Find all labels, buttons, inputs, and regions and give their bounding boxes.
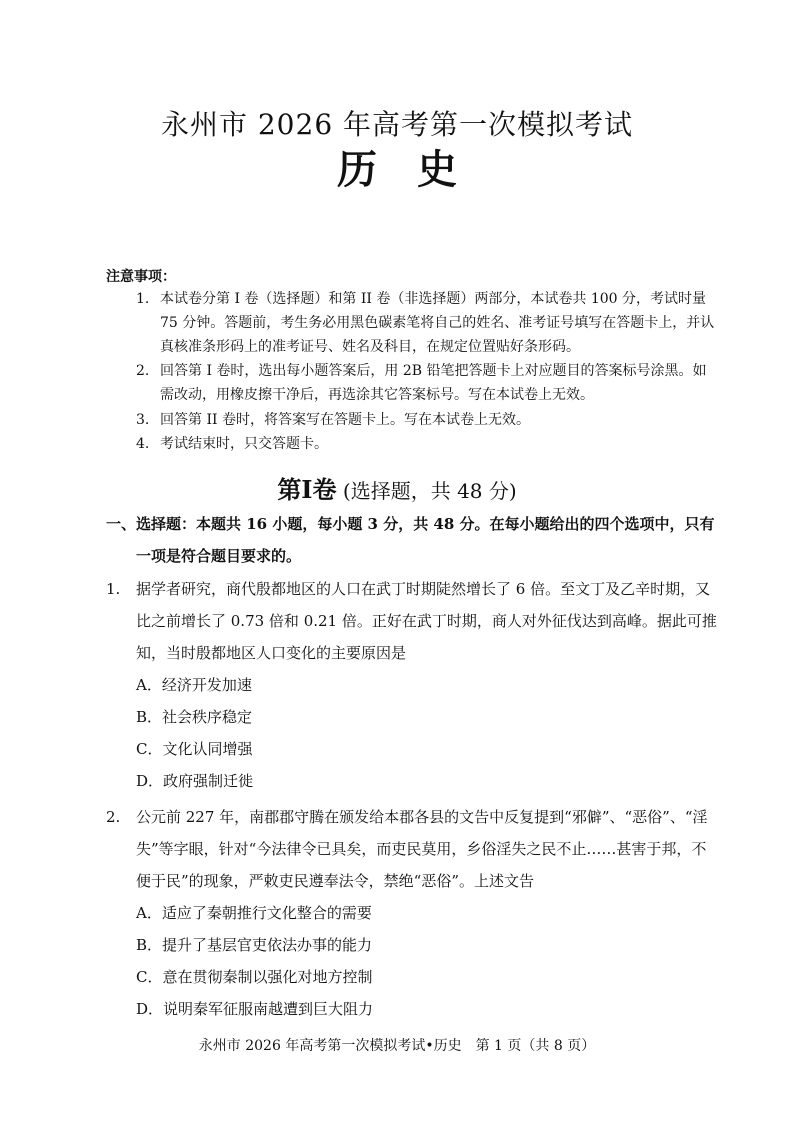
note-number: 3. xyxy=(136,412,150,428)
option-a: A．适应了秦朝推行文化整合的需要 xyxy=(136,904,372,922)
question-1 xyxy=(106,573,718,797)
note-item xyxy=(136,287,716,359)
note-text: 回答第 II 卷时，将答案写在答题卡上。写在本试卷上无效。 xyxy=(160,412,530,428)
option-a: A．经济开发加速 xyxy=(136,676,252,694)
note-item xyxy=(136,359,716,407)
question-number: 1. xyxy=(106,580,121,598)
note-number: 2. xyxy=(136,363,150,379)
note-item xyxy=(136,408,716,432)
notes-heading: 注意事项： xyxy=(106,269,176,285)
note-number: 1. xyxy=(136,291,150,307)
note-text: 回答第 I 卷时，选出每小题答案后，用 2B 铅笔把答题卡上对应题目的答案标号涂黑。如需改动，用橡皮擦干净后，再选涂其它答案标号。写在本试卷上无效。 xyxy=(160,363,707,403)
question-stem: 据学者研究，商代殷都地区的人口在武丁时期陡然增长了 6 倍。至文丁及乙辛时期，又比之前增长了 0.73 倍和 0.21 倍。正好在武丁时期，商人对外征伐达到高峰。据此可推知，当时殷都地区人口变化的主要原因是 xyxy=(136,580,717,662)
option-d: D．政府强制迁徙 xyxy=(136,772,254,790)
note-item xyxy=(136,432,716,456)
instruction-line-1: 一、选择题：本题共 16 小题，每小题 3 分，共 48 分。在每小题给出的四个选项中，只有 xyxy=(106,515,715,533)
question-number: 2. xyxy=(106,808,121,826)
note-text: 考试结束时，只交答题卡。 xyxy=(160,436,328,452)
section-title-main: 第Ⅰ卷 xyxy=(277,475,337,504)
question-2 xyxy=(106,801,718,1025)
option-c: C．意在贯彻秦制以强化对地方控制 xyxy=(136,968,373,986)
section-title-sub: (选择题，共 48 分) xyxy=(342,479,517,503)
option-b: B．提升了基层官吏依法办事的能力 xyxy=(136,936,373,954)
question-stem: 公元前 227 年，南郡郡守腾在颁发给本郡各县的文告中反复提到“邪僻”、“恶俗”、“淫失”等字眼，针对“今法律令已具矣，而吏民莫用，乡俗淫失之民不止……甚害于邦，不便于民”的现象，严敕吏民遵奉法令，禁绝“恶俗”。上述文告 xyxy=(136,808,708,890)
exam-title: 永州市 2026 年高考第一次模拟考试 xyxy=(160,108,634,141)
subject-title: 历史 xyxy=(337,146,497,193)
option-d: D．说明秦军征服南越遭到巨大阻力 xyxy=(136,1000,374,1018)
page-footer: 永州市 2026 年高考第一次模拟考试•历史 第 1 页（共 8 页） xyxy=(198,1038,596,1054)
instruction-line-2: 一项是符合题目要求的。 xyxy=(136,547,302,565)
section-title xyxy=(0,470,794,505)
option-b: B．社会秩序稳定 xyxy=(136,708,253,726)
note-text: 本试卷分第 I 卷（选择题）和第 II 卷（非选择题）两部分，本试卷共 100 分，考试时量 75 分钟。答题前，考生务必用黑色碳素笔将自己的姓名、准考证号填写在答题卡上，并认真核准条形码上的准考证号、姓名及科目，在规定位置贴好条形码。 xyxy=(160,291,715,355)
section-instruction xyxy=(106,508,718,572)
option-c: C．文化认同增强 xyxy=(136,740,253,758)
note-number: 4. xyxy=(136,436,150,452)
